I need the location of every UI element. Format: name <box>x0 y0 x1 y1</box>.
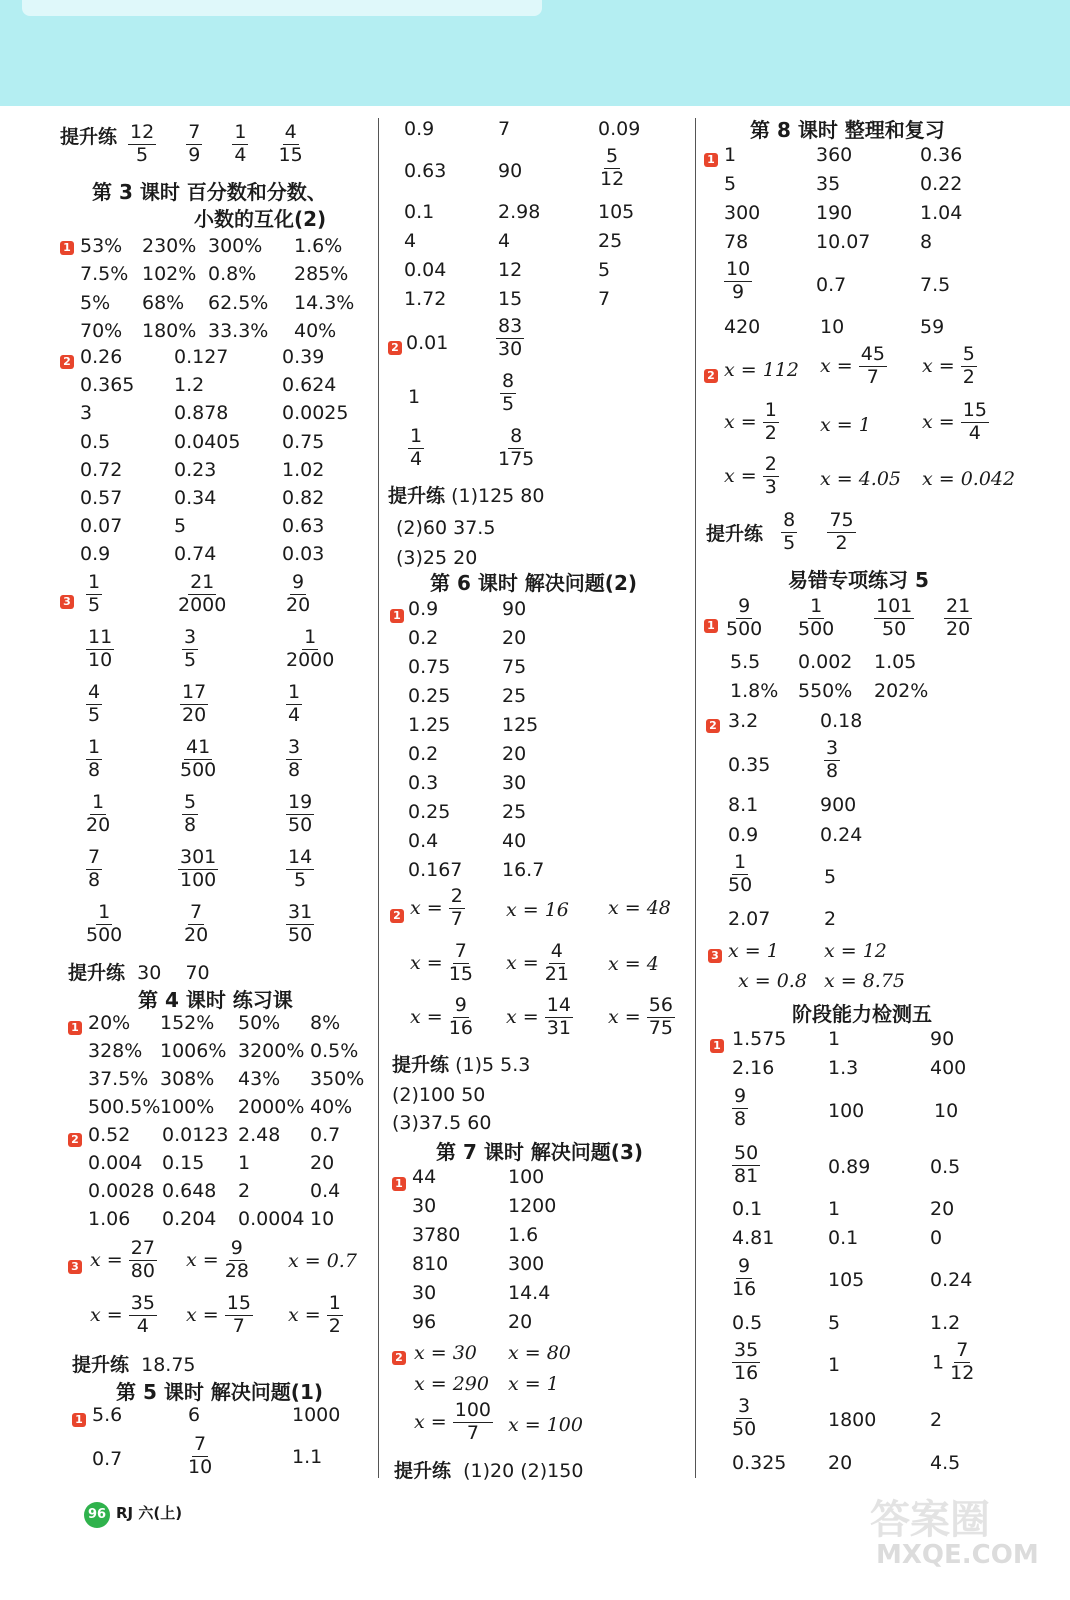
edition-label: RJ 六(上) <box>116 1504 183 1522</box>
s4-q2-marker: 2 <box>68 1128 85 1150</box>
page-footer <box>84 1502 182 1528</box>
section-title-8: 第 8 课时 整理和复习 <box>750 118 945 142</box>
watermark-logo: 答案圈 <box>870 1497 990 1543</box>
col2-tisheng-a: 提升练 (1)125 80 (2)60 37.5 (3)25 20 <box>388 485 545 569</box>
fraction: $\frac{4}{15}$ <box>278 121 303 166</box>
s6-q2-marker: 2 <box>390 904 407 926</box>
col2-tisheng-c: 提升练 (1)20 (2)150 <box>394 1460 584 1482</box>
s8-tisheng: 提升练 $\frac{8}{5}$ $\frac{75}{2}$ <box>706 509 854 554</box>
s7-q1-marker: 1 <box>392 1172 409 1194</box>
yc-q3-marker: 3 <box>708 944 725 966</box>
s4-q3-marker: 3 <box>68 1255 85 1277</box>
section-title-4: 第 4 课时 练习课 <box>138 988 293 1012</box>
fraction: $\frac{1}{4}$ <box>234 121 247 166</box>
yc-q1-marker: 1 <box>704 614 721 636</box>
column-2: 0.9 7 0.09 0.63 90 5 12 0.1 2.98 105 4 4 25 0.04 12 5 1.72 15 7 2 0.01 83 30 1 8 5 1 4 8 175 提升练 (1)125 80 (2)60 37.5 (3)25 20 第 6 课时 解决问题(2) 1 0.9 90 0.2 20 0.75 75 0.25 25 1.25 125 0.2 20 0.3 30 0.25 25 0.4 40 0.167 16.7 2 x = $\frac{2}{7}$ x = 16 x = 48 x = $\frac{7}{15}$ x = $\frac{4}{21}$ x = 4 x = $\frac{9}{16}$ x = $\frac{14}{31}$ x = $\frac{56}{75}$ 提升练 (1)5 5.3 (2)100 50 (3)37.5 60 第 7 课时 解决问题(3) 1 44 100 30 1200 3780 1.6 810 300 30 14.4 96 20 2 x = 30 x = 80 x = 290 x = 1 x = $\frac{100}{7}$ x = 100 提升练 (1)20 (2)150 <box>388 118 673 1482</box>
section-title-yicuo: 易错专项练习 5 <box>788 568 929 592</box>
section-title-cont: 小数的互化(2) <box>194 207 327 231</box>
fraction: $\frac{7}{9}$ <box>188 121 201 166</box>
s6-q1-marker: 1 <box>390 604 407 626</box>
s8-q2-marker: 2 <box>704 364 721 386</box>
tisheng-2: 提升练 18.75 <box>72 1354 196 1376</box>
tisheng-1: 提升练 30 70 <box>68 962 210 984</box>
column-divider-2 <box>695 118 696 1478</box>
s7-q2-marker: 2 <box>392 1346 409 1368</box>
section-title-jieduan: 阶段能力检测五 <box>792 1002 932 1026</box>
q1-marker: 1 <box>60 236 77 258</box>
section-title-7: 第 7 课时 解决问题(3) <box>436 1140 644 1164</box>
column-divider-1 <box>378 118 379 1478</box>
fraction: $\frac{12}{5}$ <box>130 121 155 166</box>
yc-q2-marker: 2 <box>706 714 723 736</box>
jd-marker: 1 <box>710 1034 727 1056</box>
section-title-6: 第 6 课时 解决问题(2) <box>430 571 638 595</box>
col2-tisheng-b: 提升练 (1)5 5.3 (2)100 50 (3)37.5 60 <box>392 1054 531 1134</box>
watermark-url: MXQE.COM <box>876 1540 1039 1570</box>
page-number-badge: 96 <box>84 1502 110 1528</box>
tisheng-top <box>60 122 117 149</box>
q3-marker: 3 <box>60 590 77 612</box>
s8-q1-marker: 1 <box>704 148 721 170</box>
tisheng-top-fractions <box>128 122 303 167</box>
s5-q1-marker: 1 <box>72 1408 89 1430</box>
col2-q2-marker: 2 <box>388 336 405 358</box>
section-title-5: 第 5 课时 解决问题(1) <box>116 1380 324 1404</box>
s4-q1-marker: 1 <box>68 1016 85 1038</box>
q2-marker: 2 <box>60 350 77 372</box>
column-3: 第 8 课时 整理和复习 1 1 360 0.36 5 35 0.22 300 190 1.04 78 10.07 8 10 9 0.7 7.5 420 10 59 2 x = 112 x = $\frac{45}{7}$ x = $\frac{5}{2}$ x = $\frac{1}{2}$ x = 1 x = $\frac{15}{4}$ x = $\frac{2}{3}$ x = 4.05 x = 0.042 提升练 $\frac{8}{5}$ $\frac{75}{2}$ 易错专项练习 5 1 9 500 1 500 101 50 21 20 5.5 0.002 1.05 1.8% 550% 202% 2 3.2 0.18 0.35 3 8 8.1 900 0.9 0.24 1 50 5 2.07 2 3 x = 1 x = 12 x = 0.8 x = 8.75 阶段能力检测五 1 1.575 1 90 2.16 1.3 400 9 8 100 10 50 81 0.89 0.5 0.1 1 20 4.81 0.1 0 9 16 105 0.24 0.5 5 1.2 35 16 1 1 $\frac{7}{12}$ 3 50 1800 2 0.325 20 4.5 <box>704 0 1054 1500</box>
section-title: 第 3 课时 百分数和分数、 <box>92 180 327 204</box>
column-1: 提升练 $\frac{12}{5}$ $\frac{7}{9}$ $\frac{1}{4}$ $\frac{4}{15}$ 第 3 课时 百分数和分数、 小数的互化(2) 1 53% 230% 300% 1.6% 7.5% 102% 0.8% 285% 5% 68% 62.5% 14.3% 70% 180% 33.3% 40% 2 0.26 0.127 0.39 0.365 1.2 0.624 3 0.878 0.0025 0.5 0.0405 0.75 0.72 0.23 1.02 0.57 0.34 0.82 0.07 5 0.63 0.9 0.74 0.03 3 1 5 21 2000 9 20 11 10 3 5 1 2000 4 5 17 20 1 4 1 8 41 500 3 8 1 20 5 8 19 50 7 8 301 100 14 5 1 500 7 20 31 50 提升练 30 70 第 4 课时 练习课 1 20% 152% 50% 8% 328% 1006% 3200% 0.5% 37.5% 308% 43% 350% 500.5% 100% 2000% 40% 2 0.52 0.0123 2.48 0.7 0.004 0.15 1 20 0.0028 0.648 2 0.4 1.06 0.204 0.0004 10 3 x = $\frac{27}{80}$ x = $\frac{9}{28}$ x = 0.7 x = $\frac{35}{4}$ x = $\frac{15}{7}$ x = $\frac{1}{2}$ 提升练 18.75 第 5 课时 解决问题(1) 1 5.6 6 1000 0.7 7 10 1.1 <box>60 121 365 1478</box>
tisheng-label: 提升练 <box>60 126 118 148</box>
